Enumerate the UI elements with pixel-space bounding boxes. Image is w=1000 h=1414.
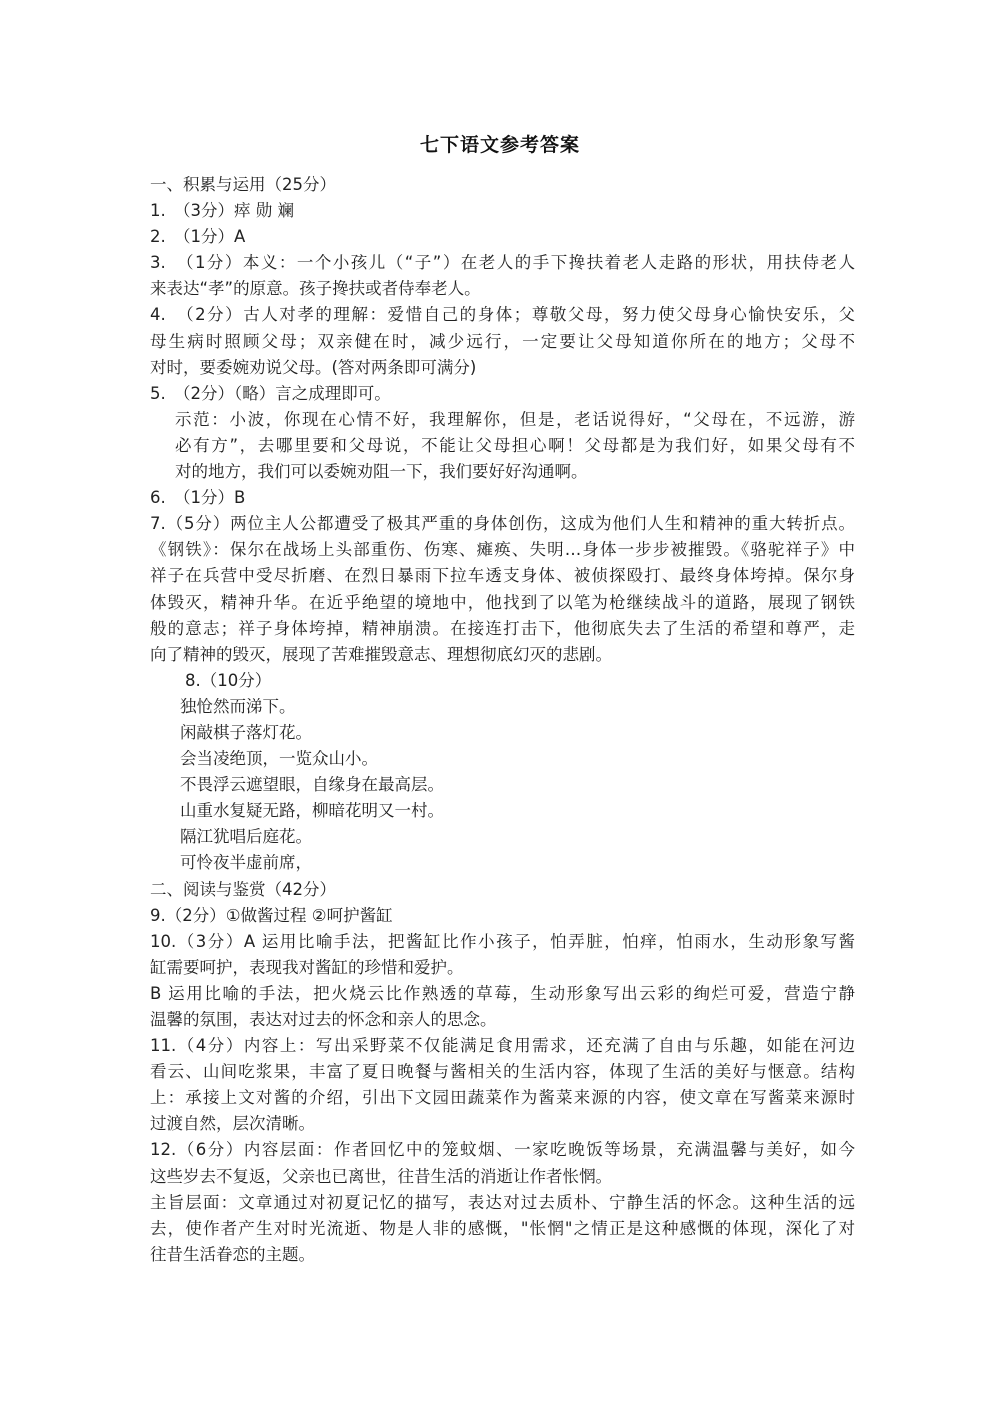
answer-q6: 6. （1分）B [150,488,246,508]
answer-q11-line: 过渡自然，层次清晰。 [150,1114,315,1134]
answer-q7-line: 般的意志；祥子身体垮掉，精神崩溃。在接连打击下，他彻底失去了生活的希望和尊严，走 [150,618,855,638]
answer-q12-line: 主旨层面：文章通过对初夏记忆的描写，表达对过去质朴、宁静生活的怀念。这种生活的远 [150,1192,855,1212]
poem-line: 山重水复疑无路，柳暗花明又一村。 [180,801,444,821]
answer-q12-line: 往昔生活眷恋的主题。 [150,1244,315,1264]
answer-q9: 9.（2分）①做酱过程 ②呵护酱缸 [150,905,393,925]
poem-line: 闲敲棋子落灯花。 [180,722,312,742]
page-title: 七下语文参考答案 [419,134,580,156]
answer-q3-line: 来表达“孝”的原意。孩子搀扶或者侍奉老人。 [150,279,481,299]
poem-line: 独怆然而涕下。 [180,696,296,716]
answer-q12 [150,1137,855,1267]
section-heading-1: 一、积累与运用（25分） [150,175,336,194]
poem-line: 不畏浮云遮望眼，自缘身在最高层。 [180,775,444,795]
answer-q5: 5. （2分）（略）言之成理即可。 [150,383,391,403]
answer-q3 [150,250,855,302]
answer-q5-example [150,407,855,485]
answer-q11-line: 看云、山间吃浆果，丰富了夏日晚餐与酱相关的生活内容，体现了生活的美好与惬意。结构 [150,1062,855,1082]
poem-line: 会当凌绝顶，一览众山小。 [180,749,378,769]
answer-q7-line: 7.（5分）两位主人公都遭受了极其严重的身体创伤，这成为他们人生和精神的重大转折点。 [150,514,855,534]
poem-line: 隔江犹唱后庭花。 [180,827,312,847]
section-heading-2: 二、阅读与鉴赏（42分） [150,879,336,899]
answer-q1: 1. （3分）瘁 勋 斓 [150,201,294,221]
answer-body [150,172,855,1268]
answer-q4 [150,302,855,380]
answer-q8-poem-lines [150,694,855,877]
answer-q11 [150,1033,855,1137]
answer-q11-line: 上：承接上文对酱的介绍，引出下文园田蔬菜作为酱菜来源的内容，使文章在写酱菜来源时 [150,1088,855,1108]
answer-q10 [150,929,855,1033]
poem-line: 可怜夜半虚前席， [180,853,312,873]
answer-q7-line: 向了精神的毁灭，展现了苦难摧毁意志、理想彻底幻灭的悲剧。 [150,644,612,664]
answer-q8: 8.（10分） [185,670,272,690]
answer-q7-line: 《钢铁》：保尔在战场上头部重伤、伤寒、瘫痪、失明…身体一步步被摧毁。《骆驼祥子》中 [150,540,855,560]
answer-q11-line: 11.（4分）内容上：写出采野菜不仅能满足食用需求，还充满了自由与乐趣，如能在河边 [150,1036,855,1056]
answer-q12-line: 这些岁去不复返，父亲也已离世，往昔生活的消逝让作者怅惘。 [150,1166,612,1186]
answer-q2: 2. （1分）A [150,227,246,247]
answer-q5-example-line: 必有方”，去哪里要和父母说，不能让父母担心啊！父母都是为我们好，如果父母有不 [175,435,855,455]
answer-q7 [150,511,855,668]
answer-q4-line: 对时，要委婉劝说父母。(答对两条即可满分) [150,357,477,377]
answer-q10-line: 缸需要呵护，表现我对酱缸的珍惜和爱护。 [150,957,464,977]
answer-q12-line: 去，使作者产生对时光流逝、物是人非的感慨，"怅惘"之情正是这种感慨的体现，深化了对 [150,1218,855,1238]
answer-q7-line: 祥子在兵营中受尽折磨、在烈日暴雨下拉车透支身体、被侦探殴打、最终身体垮掉。保尔身 [150,566,855,586]
answer-q7-line: 体毁灭，精神升华。在近乎绝望的境地中，他找到了以笔为枪继续战斗的道路，展现了钢铁 [150,592,855,612]
answer-q5-example-line: 对的地方，我们可以委婉劝阻一下，我们要好好沟通啊。 [175,462,588,482]
answer-q3-line: 3. （1分）本义：一个小孩儿（“子”）在老人的手下搀扶着老人走路的形状，用扶侍老人 [150,253,855,273]
answer-q4-line: 4. （2分）古人对孝的理解：爱惜自己的身体；尊敬父母，努力使父母身心愉快安乐，父 [150,305,855,325]
answer-q12-line: 12.（6分）内容层面：作者回忆中的笼蚊烟、一家吃晚饭等场景，充满温馨与美好，如今 [150,1140,855,1160]
answer-q10-line: 温馨的氛围，表达对过去的怀念和亲人的思念。 [150,1010,497,1029]
answer-q10-line: 10.（3分）A 运用比喻手法，把酱缸比作小孩子，怕弄脏，怕痒，怕雨水，生动形象写酱 [150,931,855,951]
answer-q5-example-line: 示范：小波，你现在心情不好，我理解你，但是，老话说得好，“父母在，不远游，游 [175,409,855,429]
answer-q10-line: B 运用比喻的手法，把火烧云比作熟透的草莓，生动形象写出云彩的绚烂可爱，营造宁静 [150,983,855,1003]
answer-q4-line: 母生病时照顾父母；双亲健在时，减少远行，一定要让父母知道你所在的地方；父母不 [150,331,855,351]
